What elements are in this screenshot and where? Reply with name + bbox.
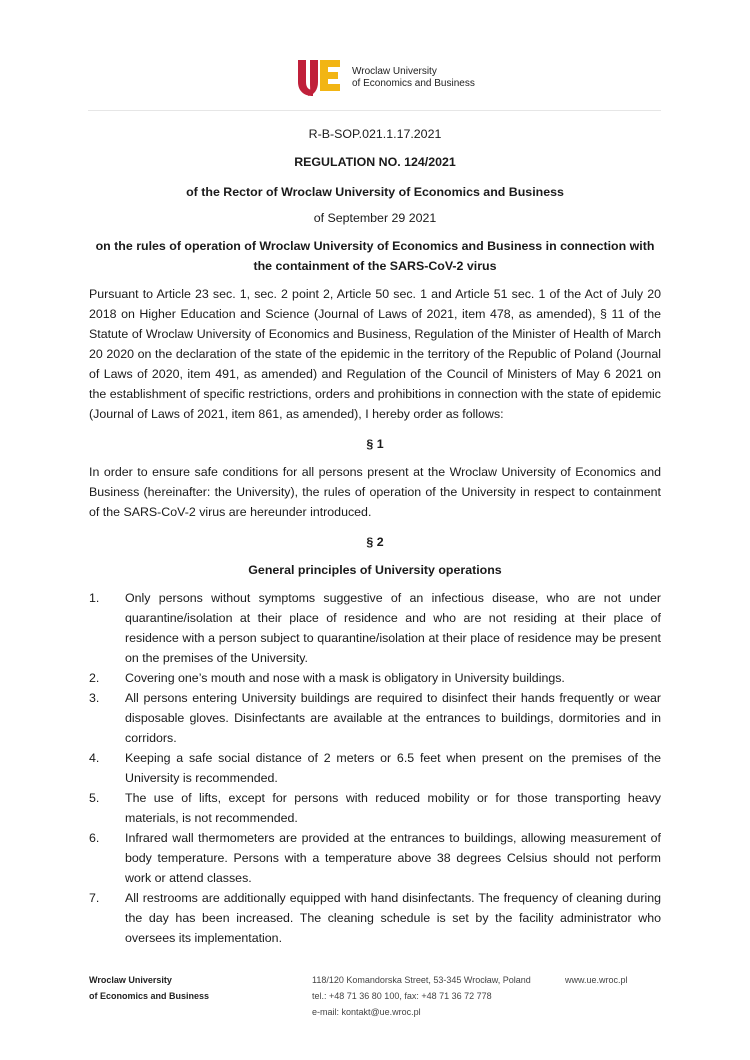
list-item bbox=[89, 748, 661, 788]
list-item-text: Covering one’s mouth and nose with a mask is obligatory in University buildings. bbox=[125, 671, 565, 685]
list-item-number: 6. bbox=[89, 831, 100, 845]
list-item bbox=[89, 828, 661, 888]
document-date: of September 29 2021 bbox=[313, 211, 437, 225]
footer-address: 118/120 Komandorska Street, 53-345 Wrocław, Poland bbox=[312, 975, 531, 985]
list-item bbox=[89, 888, 661, 948]
list-item bbox=[89, 588, 661, 668]
list-item-text: Keeping a safe social distance of 2 meters or 6.5 feet when present on the premises of the University is recommended. bbox=[125, 751, 661, 785]
page-header bbox=[0, 56, 750, 102]
university-logo-icon bbox=[296, 56, 346, 98]
list-item-text: The use of lifts, except for persons with reduced mobility or for those transporting heavy materials, is not recommended. bbox=[125, 791, 661, 825]
brand-line-2: of Economics and Business bbox=[352, 78, 475, 89]
footer-phone: tel.: +48 71 36 80 100, fax: +48 71 36 72 778 bbox=[312, 991, 492, 1001]
list-item-number: 5. bbox=[89, 791, 100, 805]
list-item bbox=[89, 788, 661, 828]
footer-contact bbox=[312, 972, 531, 1020]
list-item-text: Infrared wall thermometers are provided at the entrances to buildings, allowing measurement of body temperature. Persons with a temperature above 38 degrees Celsius should not perform work or attend classes. bbox=[125, 831, 661, 885]
list-item-number: 4. bbox=[89, 751, 100, 765]
list-item-number: 1. bbox=[89, 591, 100, 605]
footer-org-line-2: of Economics and Business bbox=[89, 991, 210, 1001]
section-1-text: In order to ensure safe conditions for all persons present at the Wroclaw University of Economics and Business (hereinafter: the University), the rules of operation of the University in respect to containment of the SARS-CoV-2 virus are hereunder introduced. bbox=[89, 465, 661, 519]
list-item-text: All persons entering University buildings are required to disinfect their hands frequently or wear disposable gloves. Disinfectants are available at the entrances to buildings, dormitories and in corridors. bbox=[125, 691, 661, 745]
brand-name bbox=[352, 66, 475, 90]
section-2-heading: § 2 bbox=[366, 535, 384, 549]
document-title: REGULATION NO. 124/2021 bbox=[294, 155, 456, 169]
list-item-text: All restrooms are additionally equipped with hand disinfectants. The frequency of cleaning during the day has been increased. The cleaning schedule is set by the facility administrator who oversees its implementation. bbox=[125, 891, 661, 945]
list-item bbox=[89, 668, 661, 688]
footer-org-line-1: Wroclaw University bbox=[89, 975, 172, 985]
reference-number: R-B-SOP.021.1.17.2021 bbox=[308, 127, 442, 141]
document-subject: on the rules of operation of Wroclaw University of Economics and Business in connection with the containment of the SARS-CoV-2 virus bbox=[95, 239, 655, 273]
document-issuer: of the Rector of Wroclaw University of Economics and Business bbox=[186, 185, 564, 199]
footer-website-column bbox=[565, 972, 628, 988]
header-divider bbox=[88, 110, 661, 111]
list-item-number: 2. bbox=[89, 671, 100, 685]
footer-organization bbox=[89, 972, 209, 1004]
list-item-number: 7. bbox=[89, 891, 100, 905]
footer-website-link[interactable]: www.ue.wroc.pl bbox=[565, 975, 628, 985]
document-body bbox=[89, 124, 661, 948]
preamble: Pursuant to Article 23 sec. 1, sec. 2 point 2, Article 50 sec. 1 and Article 51 sec. 1 of the Act of July 20 2018 on Higher Education and Science (Journal of Laws of 2021, item 478, as amended), § 11 of the Statute of Wroclaw University of Economics and Business, Regulation of the Minister of Health of March 20 2020 on the declaration of the state of the epidemic in the territory of the Republic of Poland (Journal of Laws of 2020, item 491, as amended) and Regulation of the Council of Ministers of May 6 2021 on the establishment of specific restrictions, orders and prohibitions in connection with the state of epidemic (Journal of Laws of 2021, item 861, as amended), I hereby order as follows: bbox=[89, 287, 661, 421]
rules-list bbox=[89, 588, 661, 948]
section-1-heading: § 1 bbox=[366, 437, 384, 451]
list-item-number: 3. bbox=[89, 691, 100, 705]
footer-email[interactable]: e-mail: kontakt@ue.wroc.pl bbox=[312, 1007, 421, 1017]
list-item bbox=[89, 688, 661, 748]
list-item-text: Only persons without symptoms suggestive of an infectious disease, who are not under quarantine/isolation at their place of residence and who are not residing at their place of residence with a person subject to quarantine/isolation at their place of residence may be present on the premises of the University. bbox=[125, 591, 661, 665]
section-2-title: General principles of University operations bbox=[248, 563, 502, 577]
brand-line-1: Wroclaw University bbox=[352, 66, 437, 77]
